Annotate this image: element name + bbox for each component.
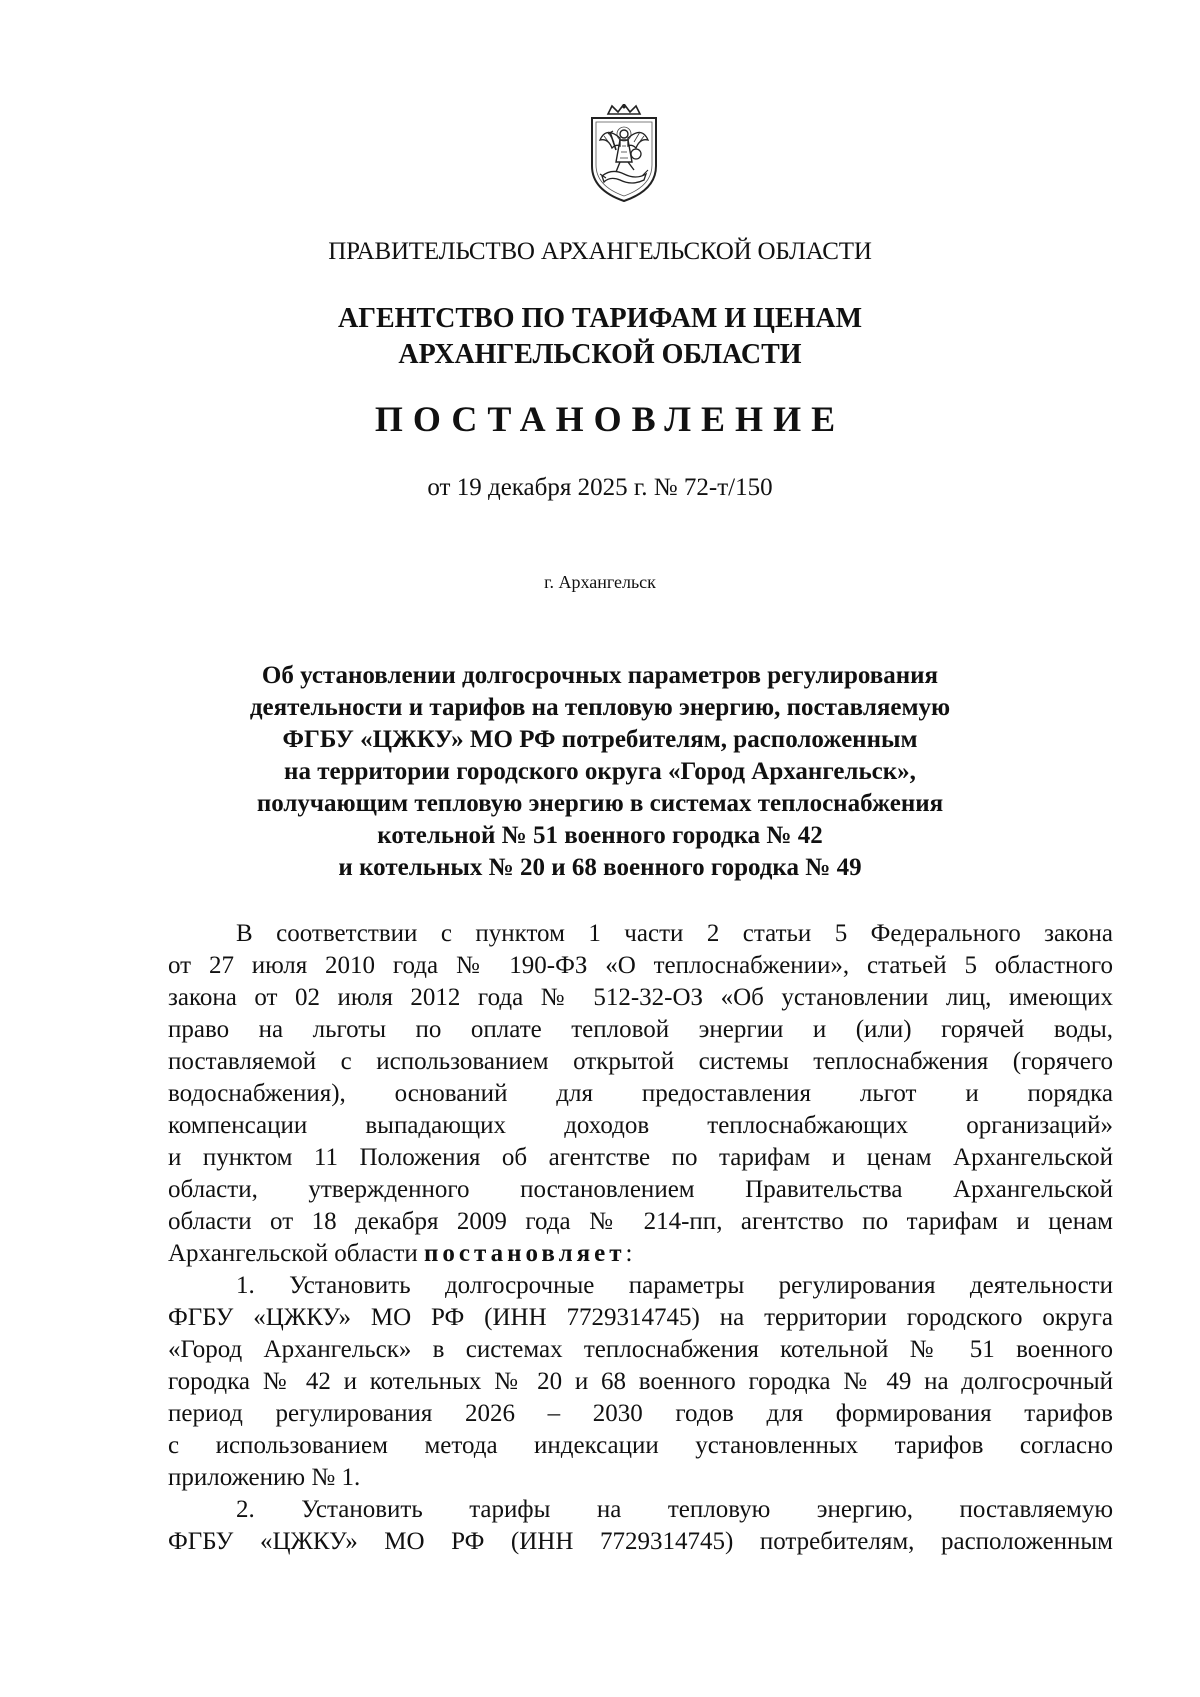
subject-line: ФГБУ «ЦЖКУ» МО РФ потребителям, расположенным xyxy=(282,726,918,753)
decree-colon: : xyxy=(625,1240,633,1267)
agency-name-line-1: АГЕНТСТВО ПО ТАРИФАМ И ЦЕНАМ xyxy=(337,303,863,334)
preamble-line: право на льготы по оплате тепловой энергии и (или) горячей воды, xyxy=(168,1016,1113,1043)
item-1-line: «Город Архангельск» в системах теплоснабжения котельной № 51 военного xyxy=(168,1336,1113,1363)
item-1-line: 1. Установить долгосрочные параметры регулирования деятельности xyxy=(236,1272,1113,1299)
agency-name-line-2: АРХАНГЕЛЬСКОЙ ОБЛАСТИ xyxy=(398,339,802,370)
preamble-line: области, утвержденного постановлением Правительства Архангельской xyxy=(168,1176,1113,1203)
preamble-line: от 27 июля 2010 года № 190-ФЗ «О теплоснабжении», статьей 5 областного xyxy=(168,952,1113,979)
date-and-number: от 19 декабря 2025 г. № 72-т/150 xyxy=(427,474,773,501)
item-2-line: 2. Установить тарифы на тепловую энергию, поставляемую xyxy=(236,1496,1113,1523)
preamble-line: и пунктом 11 Положения об агентстве по тарифам и ценам Архангельской xyxy=(168,1144,1113,1171)
item-1-line: с использованием метода индексации установленных тарифов согласно xyxy=(168,1432,1113,1459)
preamble-line: В соответствии с пунктом 1 части 2 статьи 5 Федерального закона xyxy=(236,920,1113,947)
document-body xyxy=(168,918,1113,1558)
preamble-line: водоснабжения), оснований для предоставления льгот и порядка xyxy=(168,1080,1113,1107)
subject-title xyxy=(0,660,1200,884)
preamble-line: поставляемой с использованием открытой системы теплоснабжения (горячего xyxy=(168,1048,1113,1075)
subject-line: и котельных № 20 и 68 военного городка № 49 xyxy=(338,854,862,881)
item-1-line: период регулирования 2026 – 2030 годов для формирования тарифов xyxy=(168,1400,1113,1427)
preamble-last-text: Архангельской области xyxy=(168,1240,425,1267)
subject-line: Об установлении долгосрочных параметров регулирования xyxy=(261,662,939,689)
item-1-line: городка № 42 и котельных № 20 и 68 военного городка № 49 на долгосрочный xyxy=(168,1368,1113,1395)
coat-of-arms-icon xyxy=(586,104,662,204)
preamble-last-line xyxy=(168,1238,1113,1270)
item-1-line: ФГБУ «ЦЖКУ» МО РФ (ИНН 7729314745) на территории городского округа xyxy=(168,1304,1113,1331)
decree-word: постановляет xyxy=(424,1240,626,1267)
preamble-line: компенсации выпадающих доходов теплоснабжающих организаций» xyxy=(168,1112,1113,1139)
government-name: ПРАВИТЕЛЬСТВО АРХАНГЕЛЬСКОЙ ОБЛАСТИ xyxy=(328,238,872,265)
subject-line: на территории городского округа «Город Архангельск», xyxy=(284,758,916,785)
subject-line: деятельности и тарифов на тепловую энергию, поставляемую xyxy=(249,694,951,721)
city-name: г. Архангельск xyxy=(544,572,656,592)
preamble-line: области от 18 декабря 2009 года № 214-пп, агентство по тарифам и ценам xyxy=(168,1208,1113,1235)
item-1-line: приложению № 1. xyxy=(168,1464,361,1491)
item-2-line: ФГБУ «ЦЖКУ» МО РФ (ИНН 7729314745) потребителям, расположенным xyxy=(168,1528,1113,1555)
document-type-title: ПОСТАНОВЛЕНИЕ xyxy=(374,399,846,439)
preamble-line: закона от 02 июля 2012 года № 512-32-ОЗ «Об установлении лиц, имеющих xyxy=(168,984,1113,1011)
subject-line: получающим тепловую энергию в системах теплоснабжения xyxy=(256,790,944,817)
subject-line: котельной № 51 военного городка № 42 xyxy=(377,822,823,849)
